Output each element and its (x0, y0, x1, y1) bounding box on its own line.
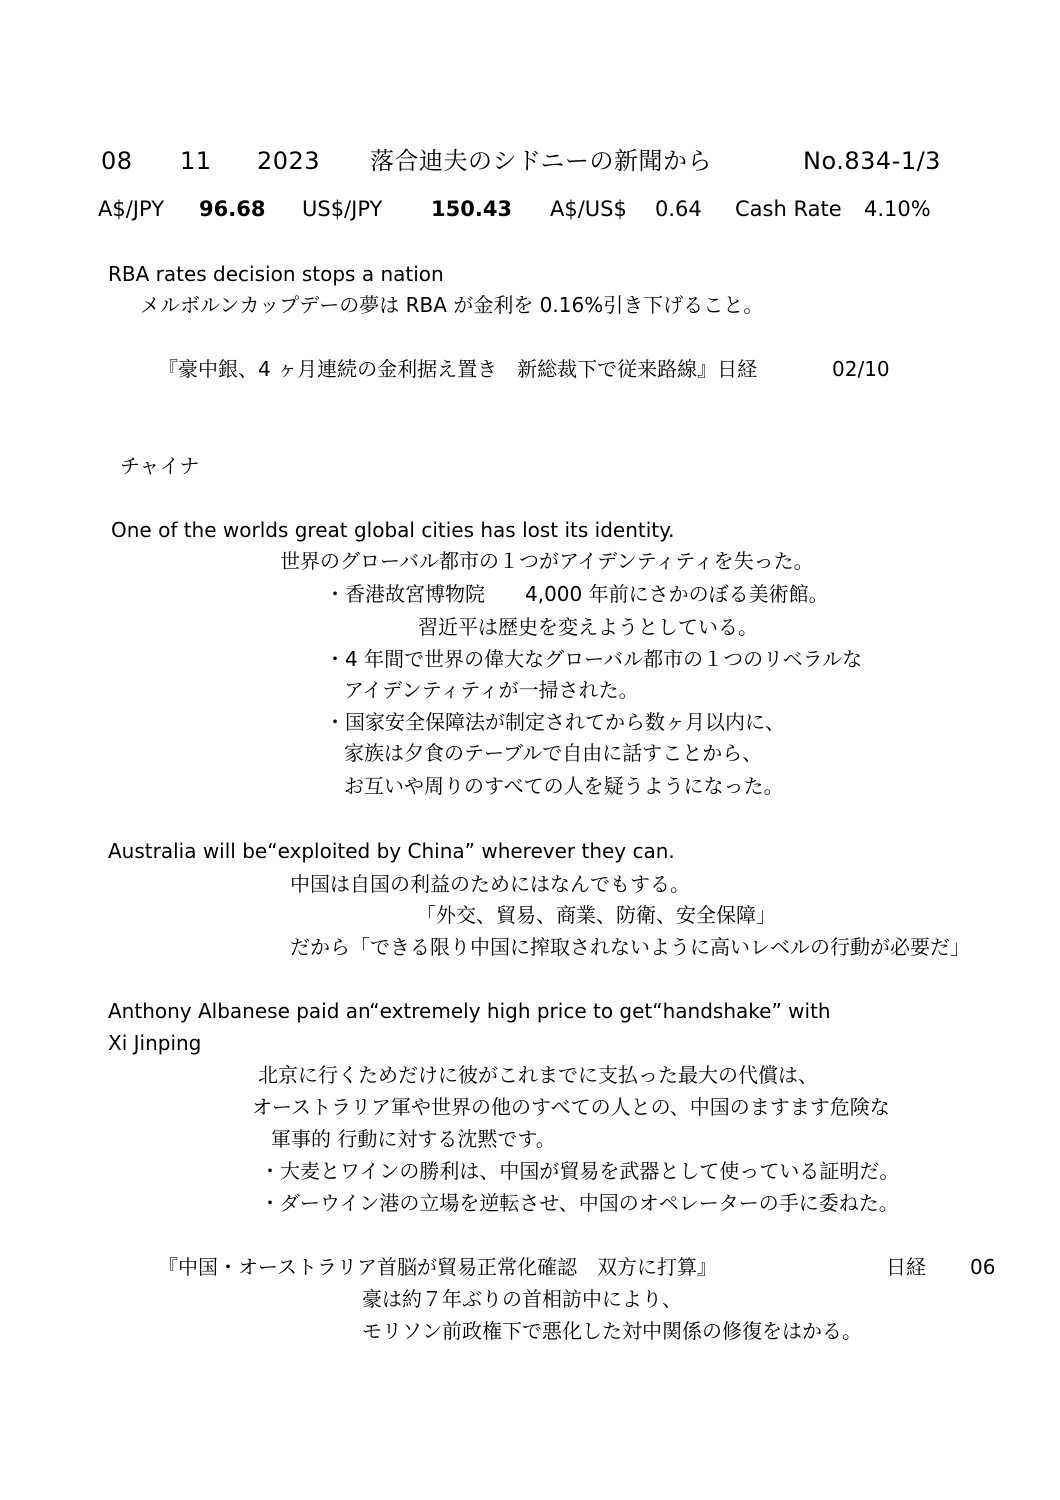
usd-jpy-label: US$/JPY (302, 197, 383, 221)
hk-line: お互いや周りのすべての人を疑うようになった。 (344, 774, 784, 798)
albanese-line: ・大麦とワインの勝利は、中国が貿易を武器として使っている証明だ。 (260, 1159, 900, 1183)
hk-line: アイデンティティが一掃された。 (344, 678, 639, 702)
date-month: 11 (180, 147, 212, 175)
cash-rate-label: Cash Rate (735, 197, 842, 221)
exploit-line: 「外交、貿易、商業、防衛、安全保障」 (416, 903, 776, 927)
date-day: 08 (101, 147, 133, 175)
rba-headline: RBA rates decision stops a nation (108, 262, 444, 286)
section-title-china: チャイナ (120, 454, 200, 478)
china-nikkei-line: モリソン前政権下で悪化した対中関係の修復をはかる。 (362, 1319, 862, 1343)
albanese-headline-cont: Xi Jinping (108, 1031, 202, 1055)
rba-nikkei-ref: 『豪中銀、4 ヶ月連続の金利据え置き 新総裁下で従来路線』日経 (158, 357, 758, 381)
hk-line: ・4 年間で世界の偉大なグローバル都市の１つのリベラルな (325, 647, 863, 671)
exploit-line: 中国は自国の利益のためにはなんでもする。 (290, 872, 690, 896)
albanese-line: 軍事的 行動に対する沈黙です。 (271, 1127, 556, 1151)
aud-jpy-label: A$/JPY (98, 197, 165, 221)
aud-jpy-value: 96.68 (199, 197, 266, 221)
albanese-headline: Anthony Albanese paid an“extremely high price to get“handshake” with (108, 999, 831, 1023)
albanese-line: オーストラリア軍や世界の他のすべての人との、中国のますます危険な (252, 1095, 890, 1119)
china-nikkei-line: 豪は約７年ぶりの首相訪中により、 (362, 1287, 682, 1311)
hk-line: ・香港故宮博物院 4,000 年前にさかのぼる美術館。 (325, 582, 829, 606)
issue-number: No.834-1/3 (803, 147, 941, 175)
hk-headline: One of the worlds great global cities has lost its identity. (111, 518, 675, 542)
cash-rate-value: 4.10% (864, 197, 931, 221)
china-nikkei-label: 日経 (886, 1255, 926, 1279)
albanese-line: 北京に行くためだけに彼がこれまでに支払った最大の代償は、 (258, 1063, 818, 1087)
aud-usd-label: A$/US$ (550, 197, 627, 221)
hk-line: 世界のグローバル都市の１つがアイデンティティを失った。 (280, 549, 814, 573)
hk-line: 習近平は歴史を変えようとしている。 (418, 615, 758, 639)
usd-jpy-value: 150.43 (431, 197, 513, 221)
exploit-line: だから「できる限り中国に搾取されないように高いレベルの行動が必要だ」 (290, 935, 970, 959)
albanese-line: ・ダーウイン港の立場を逆転させ、中国のオペレーターの手に委ねた。 (260, 1191, 899, 1215)
date-year: 2023 (257, 147, 321, 175)
rba-line: メルボルンカップデーの夢は RBA が金利を 0.16%引き下げること。 (140, 293, 764, 317)
page-title: 落合迪夫のシドニーの新聞から (370, 147, 713, 175)
rba-nikkei-date: 02/10 (832, 357, 890, 381)
hk-line: ・国家安全保障法が制定されてから数ヶ月以内に、 (325, 710, 785, 734)
china-nikkei-date: 06 (970, 1255, 996, 1279)
china-nikkei-ref: 『中国・オーストラリア首脳が貿易正常化確認 双方に打算』 (158, 1255, 717, 1279)
aud-usd-value: 0.64 (655, 197, 702, 221)
hk-line: 家族は夕食のテーブルで自由に話すことから、 (344, 741, 763, 765)
exploit-headline: Australia will be“exploited by China” wherever they can. (108, 839, 675, 863)
